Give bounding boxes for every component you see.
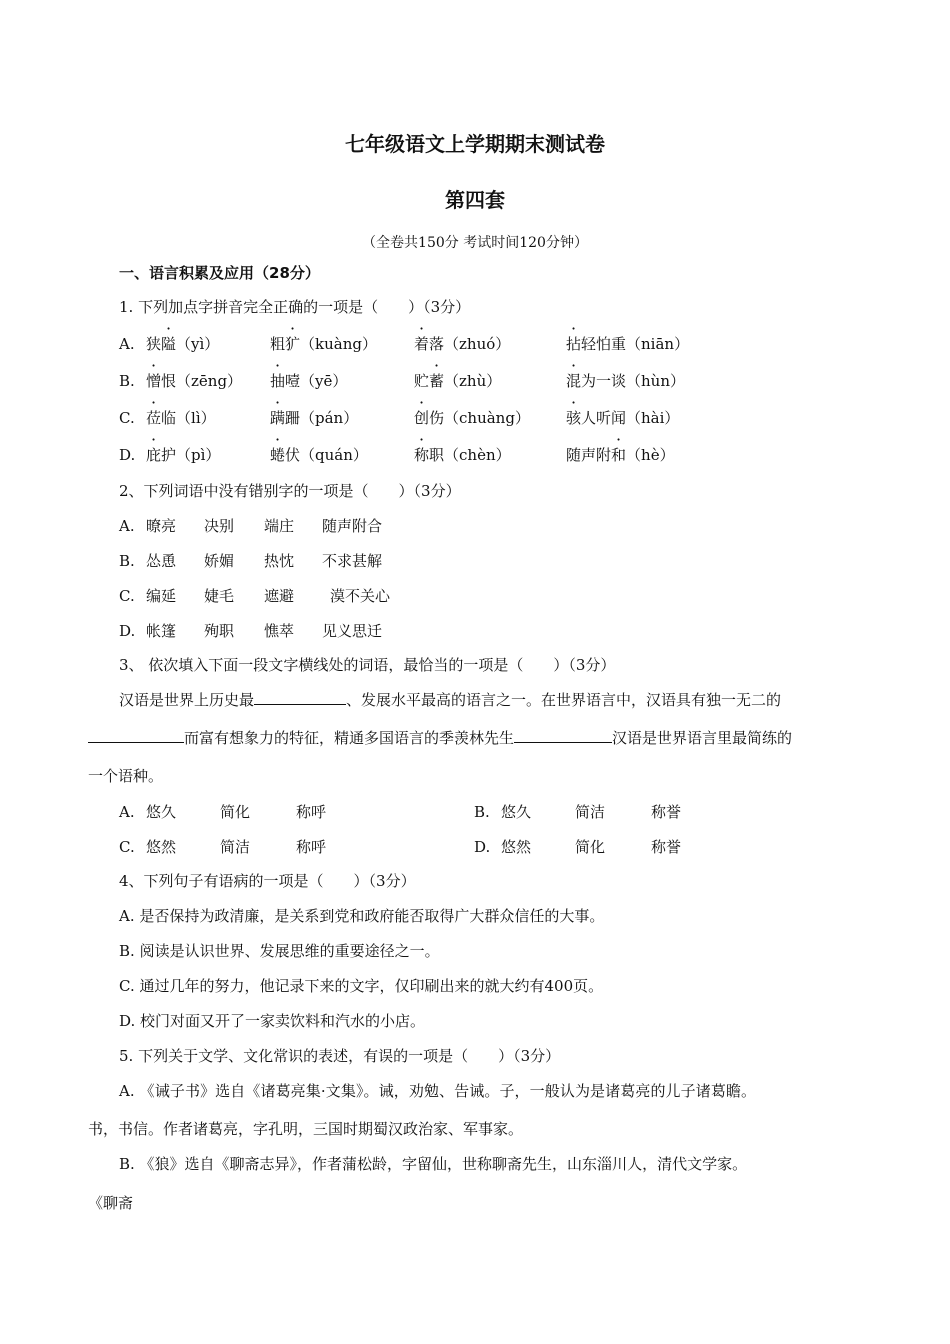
word-item: 编延 xyxy=(146,587,177,605)
word-item: 决别 xyxy=(204,517,235,535)
question-3-passage-line-1 xyxy=(119,690,781,710)
pinyin-item: 创伤（chuàng） xyxy=(414,409,530,427)
word-item: 简化 xyxy=(220,803,251,821)
question-4-option-a: A. 是否保持为政清廉，是关系到党和政府能否取得广大群众信任的大事。 xyxy=(119,907,605,925)
pinyin-item: 粗犷（kuàng） xyxy=(270,335,377,353)
pinyin-item: 混为一谈（hùn） xyxy=(566,372,685,390)
word-item: 简洁 xyxy=(575,803,606,821)
option-label: A. xyxy=(119,335,135,353)
word-item: 见义思迁 xyxy=(322,622,383,640)
emphasis-dot-char: 蓄 xyxy=(429,372,445,390)
pinyin-item: 随声附和（hè） xyxy=(566,446,675,464)
option-label: A. xyxy=(119,517,135,535)
section-heading: 一、语言积累及应用（28分） xyxy=(119,264,320,282)
pinyin-item: 抽噎（yē） xyxy=(270,372,348,390)
question-5-option-b-line-2: 《聊斋 xyxy=(88,1194,134,1212)
pinyin-item: 贮蓄（zhù） xyxy=(414,372,502,390)
question-2-stem: 2、下列词语中没有错别字的一项是（ ）（3分） xyxy=(119,482,461,500)
pinyin-item: 拈轻怕重（niān） xyxy=(566,335,690,353)
question-4-option-b: B. 阅读是认识世界、发展思维的重要途径之一。 xyxy=(119,942,440,960)
question-5-option-b-line-1: B. 《狼》选自《聊斋志异》，作者蒲松龄，字留仙，世称聊斋先生，山东淄川人，清代文学家。 xyxy=(119,1155,748,1173)
emphasis-dot-char: 着 xyxy=(414,335,430,353)
word-item: 婕毛 xyxy=(204,587,235,605)
pinyin-item: 着落（zhuó） xyxy=(414,335,511,353)
option-label: C. xyxy=(119,838,135,856)
question-5-stem: 5. 下列关于文学、文化常识的表述，有误的一项是（ ）（3分） xyxy=(119,1047,561,1065)
word-item: 悠久 xyxy=(501,803,532,821)
word-item: 随声附合 xyxy=(322,517,383,535)
question-3-passage-line-2 xyxy=(88,728,792,748)
emphasis-dot-char: 称 xyxy=(414,446,430,464)
emphasis-dot-char: 混 xyxy=(566,372,582,390)
question-5-option-a-line-2: 书，书信。作者诸葛亮，字孔明，三国时期蜀汉政治家、军事家。 xyxy=(88,1120,524,1138)
word-item: 热忱 xyxy=(264,552,295,570)
emphasis-dot-char: 拈 xyxy=(566,335,582,353)
option-label: B. xyxy=(474,803,490,821)
word-item: 称誉 xyxy=(651,803,682,821)
word-item: 殉职 xyxy=(204,622,235,640)
emphasis-dot-char: 犷 xyxy=(285,335,301,353)
word-item: 称呼 xyxy=(296,838,327,856)
word-item: 帐篷 xyxy=(146,622,177,640)
word-item: 悠然 xyxy=(146,838,177,856)
option-label: C. xyxy=(119,587,135,605)
exam-info: （全卷共150分 考试时间120分钟） xyxy=(362,235,588,251)
word-item: 憔萃 xyxy=(264,622,295,640)
emphasis-dot-char: 创 xyxy=(414,409,430,427)
word-item: 怂恿 xyxy=(146,552,177,570)
passage-text: 而富有想象力的特征，精通多国语言的季羡林先生 xyxy=(184,729,515,747)
word-item: 悠久 xyxy=(146,803,177,821)
emphasis-dot-char: 莅 xyxy=(146,409,162,427)
pinyin-item: 蹒跚（pán） xyxy=(270,409,359,427)
exam-subtitle: 第四套 xyxy=(445,188,505,212)
word-item: 简洁 xyxy=(220,838,251,856)
pinyin-item: 憎恨（zēng） xyxy=(146,372,243,390)
passage-text: 汉语是世界上历史最 xyxy=(119,691,255,709)
emphasis-dot-char: 蹒 xyxy=(270,409,286,427)
fill-blank-3 xyxy=(514,728,612,743)
pinyin-item: 蜷伏（quán） xyxy=(270,446,368,464)
question-3-passage-line-3: 一个语种。 xyxy=(88,767,164,785)
pinyin-item: 狭隘（yì） xyxy=(146,335,220,353)
fill-blank-2 xyxy=(88,728,184,743)
emphasis-dot-char: 和 xyxy=(611,446,627,464)
emphasis-dot-char: 骇 xyxy=(566,409,582,427)
word-item: 娇媚 xyxy=(204,552,235,570)
question-5-option-a-line-1: A. 《诫子书》选自《诸葛亮集·文集》。诫，劝勉、告诫。子，一般认为是诸葛亮的儿子诸葛瞻。 xyxy=(119,1082,757,1100)
pinyin-item: 称职（chèn） xyxy=(414,446,511,464)
emphasis-dot-char: 庇 xyxy=(146,446,162,464)
emphasis-dot-char: 蜷 xyxy=(270,446,286,464)
exam-title: 七年级语文上学期期末测试卷 xyxy=(345,132,605,156)
option-label: D. xyxy=(119,446,136,464)
question-3-stem: 3、 依次填入下面一段文字横线处的词语，最恰当的一项是（ ）（3分） xyxy=(119,656,616,674)
word-item: 遮避 xyxy=(264,587,295,605)
word-item: 称誉 xyxy=(651,838,682,856)
option-label: B. xyxy=(119,372,135,390)
emphasis-dot-char: 憎 xyxy=(146,372,162,390)
word-item: 称呼 xyxy=(296,803,327,821)
question-4-stem: 4、下列句子有语病的一项是（ ）（3分） xyxy=(119,872,416,890)
pinyin-item: 莅临（lì） xyxy=(146,409,216,427)
word-item: 不求甚解 xyxy=(322,552,383,570)
passage-text: 、发展水平最高的语言之一。在世界语言中，汉语具有独一无二的 xyxy=(346,691,782,709)
question-4-option-d: D. 校门对面又开了一家卖饮料和汽水的小店。 xyxy=(119,1012,426,1030)
option-label: B. xyxy=(119,552,135,570)
option-label: D. xyxy=(119,622,136,640)
pinyin-item: 骇人听闻（hài） xyxy=(566,409,680,427)
question-1-stem: 1. 下列加点字拼音完全正确的一项是（ ）（3分） xyxy=(119,298,471,316)
word-item: 简化 xyxy=(575,838,606,856)
option-label: A. xyxy=(119,803,135,821)
emphasis-dot-char: 隘 xyxy=(161,335,177,353)
emphasis-dot-char: 抽 xyxy=(270,372,286,390)
word-item: 暸亮 xyxy=(146,517,177,535)
word-item: 悠然 xyxy=(501,838,532,856)
pinyin-item: 庇护（pì） xyxy=(146,446,221,464)
passage-text: 汉语是世界语言里最简练的 xyxy=(612,729,793,747)
question-4-option-c: C. 通过几年的努力，他记录下来的文字，仅印刷出来的就大约有400页。 xyxy=(119,977,604,995)
word-item: 端庄 xyxy=(264,517,295,535)
word-item: 漠不关心 xyxy=(330,587,391,605)
option-label: C. xyxy=(119,409,135,427)
fill-blank-1 xyxy=(254,690,346,705)
option-label: D. xyxy=(474,838,491,856)
